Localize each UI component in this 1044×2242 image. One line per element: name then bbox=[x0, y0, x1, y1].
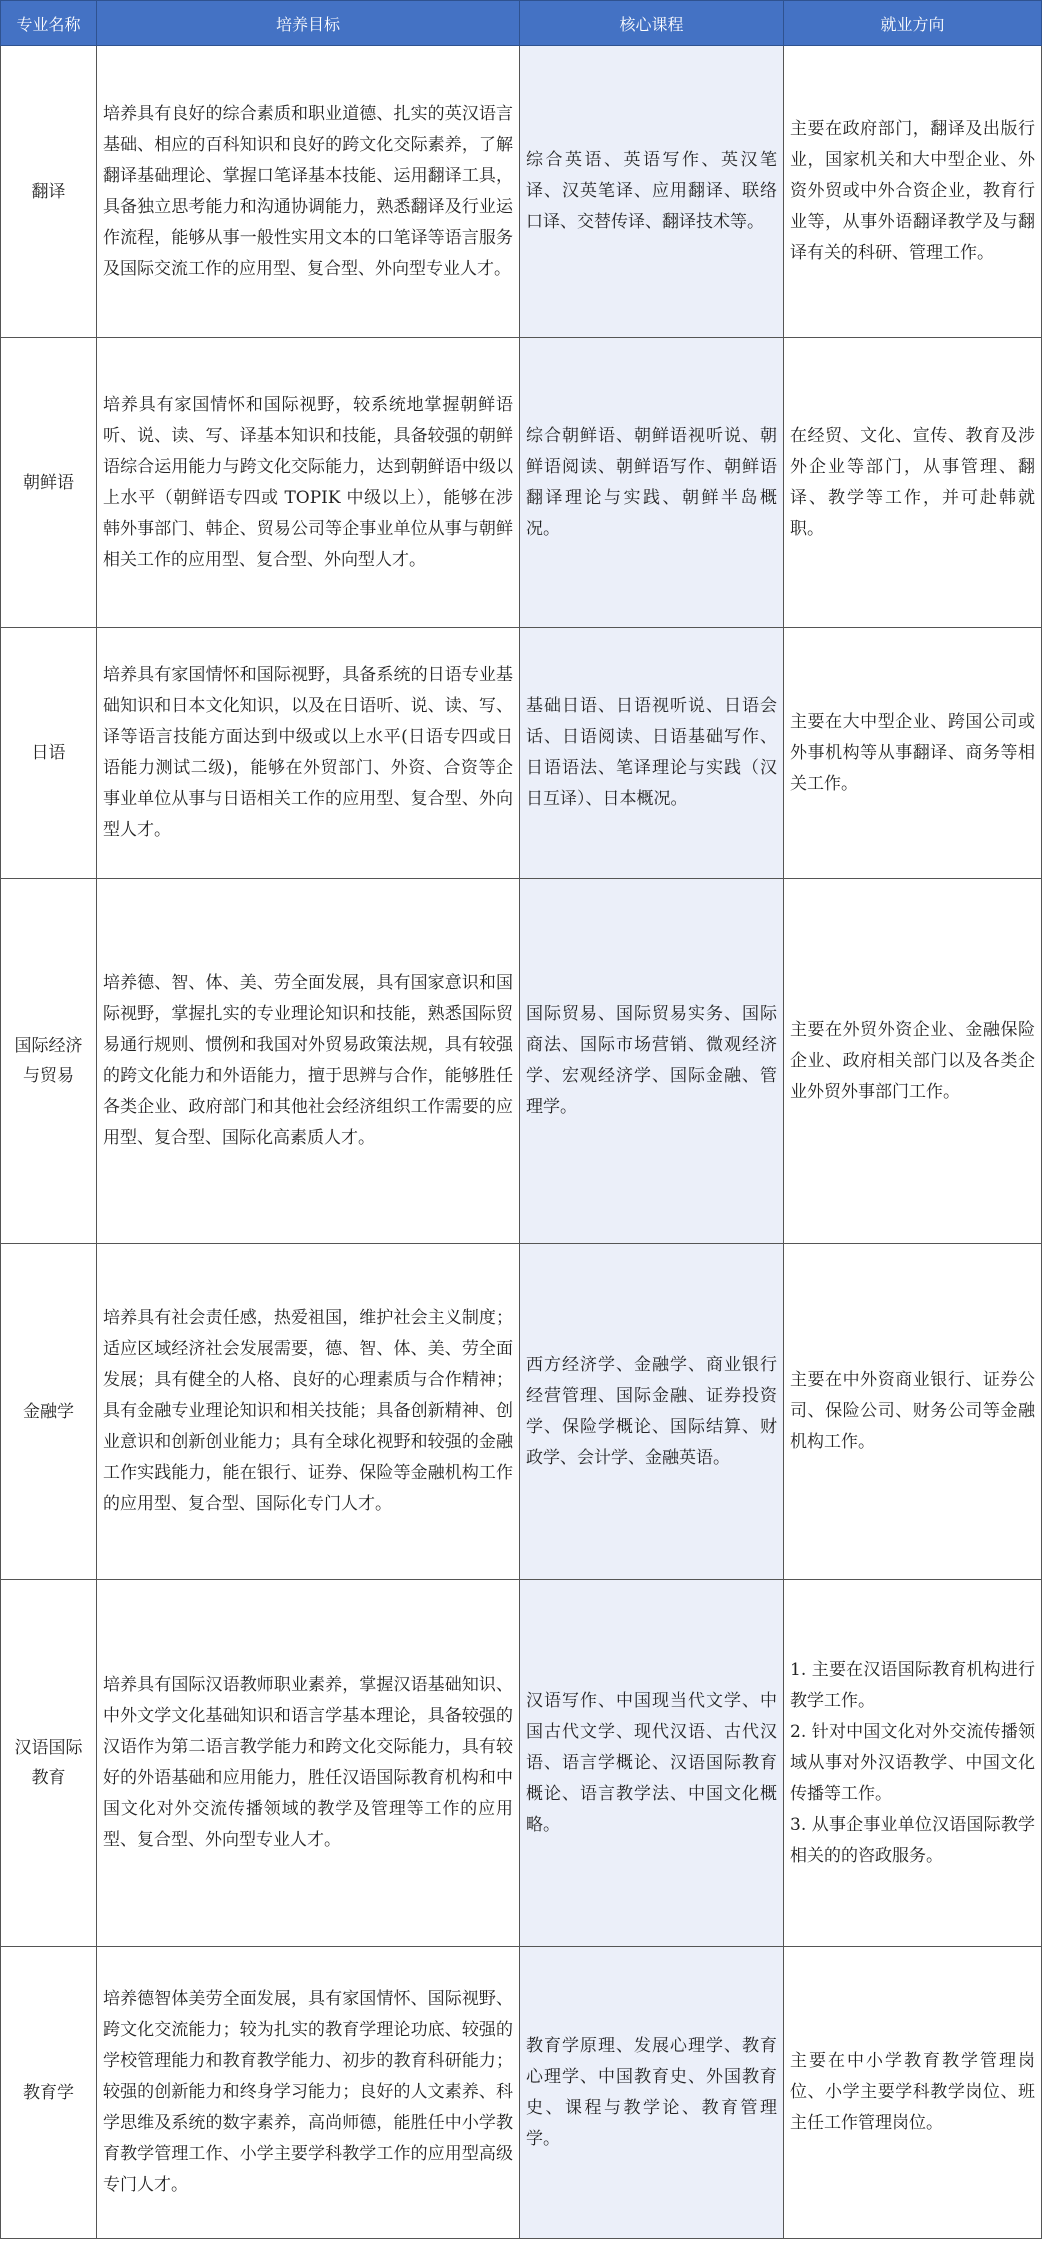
core-courses: 汉语写作、中国现当代文学、中国古代文学、现代汉语、古代汉语、语言学概论、汉语国际教育概论、语言教学法、中国文化概略。 bbox=[520, 1580, 784, 1947]
core-courses: 基础日语、日语视听说、日语会话、日语阅读、日语基础写作、日语语法、笔译理论与实践（汉日互译）、日本概况。 bbox=[520, 628, 784, 879]
header-major-name: 专业名称 bbox=[1, 1, 97, 46]
career-line: 主要在外贸外资企业、金融保险企业、政府相关部门以及各类企业外贸外事部门工作。 bbox=[790, 1019, 1035, 1102]
career-line: 主要在政府部门，翻译及出版行业，国家机关和大中型企业、外资外贸或中外合资企业，教育行业等，从事外语翻译教学及与翻译有关的科研、管理工作。 bbox=[790, 119, 1035, 263]
core-courses: 教育学原理、发展心理学、教育心理学、中国教育史、外国教育史、课程与教学论、教育管理学。 bbox=[520, 1947, 784, 2239]
core-courses: 综合英语、英语写作、英汉笔译、汉英笔译、应用翻译、联络口译、交替传译、翻译技术等。 bbox=[520, 46, 784, 338]
career-direction bbox=[784, 1580, 1042, 1947]
major-name: 朝鲜语 bbox=[1, 338, 97, 628]
training-goal: 培养德、智、体、美、劳全面发展，具有国家意识和国际视野，掌握扎实的专业理论知识和技能，熟悉国际贸易通行规则、惯例和我国对外贸易政策法规，具有较强的跨文化能力和外语能力，擅于思辨与合作，能够胜任各类企业、政府部门和其他社会经济组织工作需要的应用型、复合型、国际化高素质人才。 bbox=[97, 879, 520, 1244]
career-line: 1. 主要在汉语国际教育机构进行教学工作。 bbox=[790, 1659, 1035, 1711]
training-goal: 培养具有国际汉语教师职业素养，掌握汉语基础知识、中外文学文化基础知识和语言学基本理论，具备较强的汉语作为第二语言教学能力和跨文化交际能力，具有较好的外语基础和应用能力，胜任汉语国际教育机构和中国文化对外交流传播领域的教学及管理等工作的应用型、复合型、外向型专业人才。 bbox=[97, 1580, 520, 1947]
header-training-goal: 培养目标 bbox=[97, 1, 520, 46]
career-direction bbox=[784, 338, 1042, 628]
training-goal: 培养具有社会责任感，热爱祖国，维护社会主义制度；适应区域经济社会发展需要，德、智、体、美、劳全面发展；具有健全的人格、良好的心理素质与合作精神；具有金融专业理论知识和相关技能；具备创新精神、创业意识和创新创业能力；具有全球化视野和较强的金融工作实践能力，能在银行、证券、保险等金融机构工作的应用型、复合型、国际化专门人才。 bbox=[97, 1244, 520, 1580]
career-direction bbox=[784, 1244, 1042, 1580]
major-name: 教育学 bbox=[1, 1947, 97, 2239]
career-line: 在经贸、文化、宣传、教育及涉外企业等部门，从事管理、翻译、教学等工作，并可赴韩就职。 bbox=[790, 425, 1035, 539]
core-courses: 综合朝鲜语、朝鲜语视听说、朝鲜语阅读、朝鲜语写作、朝鲜语翻译理论与实践、朝鲜半岛概况。 bbox=[520, 338, 784, 628]
training-goal: 培养德智体美劳全面发展，具有家国情怀、国际视野、跨文化交流能力；较为扎实的教育学理论功底、较强的学校管理能力和教育教学能力、初步的教育科研能力；较强的创新能力和终身学习能力；良好的人文素养、科学思维及系统的数字素养，高尚师德，能胜任中小学教育教学管理工作、小学主要学科教学工作的应用型高级专门人才。 bbox=[97, 1947, 520, 2239]
career-line: 主要在中外资商业银行、证券公司、保险公司、财务公司等金融机构工作。 bbox=[790, 1370, 1035, 1452]
table-row bbox=[1, 628, 1042, 879]
career-line: 2. 针对中国文化对外交流传播领域从事对外汉语教学、中国文化传播等工作。 bbox=[790, 1721, 1035, 1804]
training-goal: 培养具有良好的综合素质和职业道德、扎实的英汉语言基础、相应的百科知识和良好的跨文化交际素养，了解翻译基础理论、掌握口笔译基本技能、运用翻译工具，具备独立思考能力和沟通协调能力，熟悉翻译及行业运作流程，能够从事一般性实用文本的口笔译等语言服务及国际交流工作的应用型、复合型、外向型专业人才。 bbox=[97, 46, 520, 338]
table-row bbox=[1, 879, 1042, 1244]
career-direction bbox=[784, 1947, 1042, 2239]
training-goal: 培养具有家国情怀和国际视野，较系统地掌握朝鲜语听、说、读、写、译基本知识和技能，具备较强的朝鲜语综合运用能力与跨文化交际能力，达到朝鲜语中级以上水平（朝鲜语专四或 TOPIK 中级以上），能够在涉韩外事部门、韩企、贸易公司等企事业单位从事与朝鲜相关工作的应用型、复合型、外向型人才。 bbox=[97, 338, 520, 628]
career-line: 主要在中小学教育教学管理岗位、小学主要学科教学岗位、班主任工作管理岗位。 bbox=[790, 2051, 1035, 2133]
core-courses: 国际贸易、国际贸易实务、国际商法、国际市场营销、微观经济学、宏观经济学、国际金融、管理学。 bbox=[520, 879, 784, 1244]
header-row bbox=[1, 1, 1042, 46]
table-row bbox=[1, 338, 1042, 628]
career-direction bbox=[784, 46, 1042, 338]
major-name: 国际经济与贸易 bbox=[1, 879, 97, 1244]
major-name: 金融学 bbox=[1, 1244, 97, 1580]
major-name: 日语 bbox=[1, 628, 97, 879]
header-core-courses: 核心课程 bbox=[520, 1, 784, 46]
career-line: 3. 从事企事业单位汉语国际教学相关的的咨政服务。 bbox=[790, 1814, 1035, 1866]
major-name: 汉语国际教育 bbox=[1, 1580, 97, 1947]
table-row bbox=[1, 46, 1042, 338]
table-row bbox=[1, 1947, 1042, 2239]
career-line: 主要在大中型企业、跨国公司或外事机构等从事翻译、商务等相关工作。 bbox=[790, 711, 1035, 794]
training-goal: 培养具有家国情怀和国际视野，具备系统的日语专业基础知识和日本文化知识，以及在日语听、说、读、写、译等语言技能方面达到中级或以上水平(日语专四或日语能力测试二级)，能够在外贸部门、外资、合资等企事业单位从事与日语相关工作的应用型、复合型、外向型人才。 bbox=[97, 628, 520, 879]
core-courses: 西方经济学、金融学、商业银行经营管理、国际金融、证券投资学、保险学概论、国际结算、财政学、会计学、金融英语。 bbox=[520, 1244, 784, 1580]
major-name: 翻译 bbox=[1, 46, 97, 338]
table-row bbox=[1, 1244, 1042, 1580]
header-career-direction: 就业方向 bbox=[784, 1, 1042, 46]
table-row bbox=[1, 1580, 1042, 1947]
career-direction bbox=[784, 628, 1042, 879]
career-direction bbox=[784, 879, 1042, 1244]
